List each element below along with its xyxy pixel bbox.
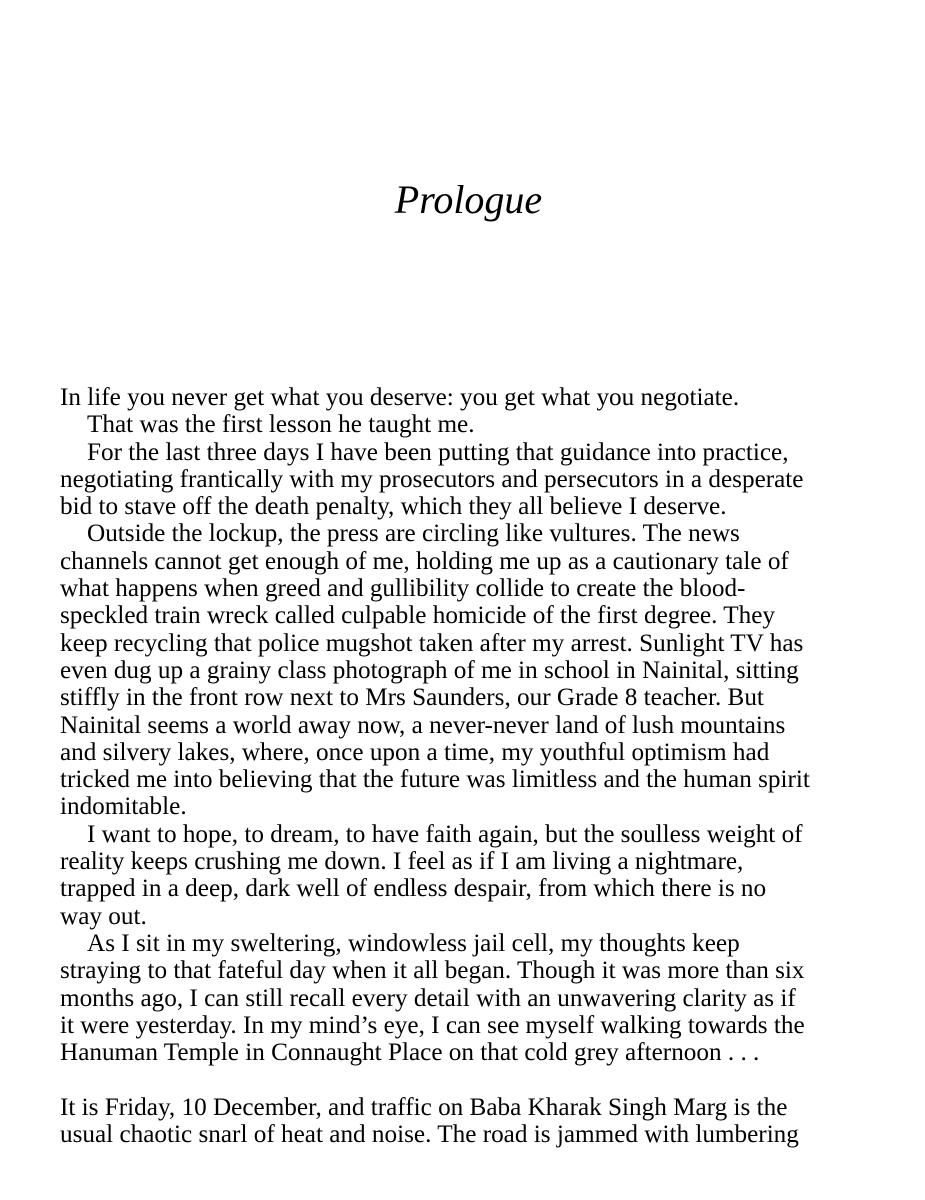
- body-text: [60, 384, 890, 1148]
- text-line: indomitable.: [60, 793, 187, 821]
- text-line: tricked me into believing that the future was limitless and the human spirit: [60, 766, 810, 794]
- section-break: [60, 1066, 890, 1093]
- paragraph-jail-cell: [60, 930, 890, 1066]
- text-line: channels cannot get enough of me, holding me up as a cautionary tale of: [60, 547, 789, 575]
- text-line: even dug up a grainy class photograph of me in school in Nainital, sitting: [60, 656, 799, 684]
- text-line: trapped in a deep, dark well of endless despair, from which there is no: [60, 875, 767, 903]
- text-line: stiffly in the front row next to Mrs Saunders, our Grade 8 teacher. But: [60, 684, 764, 712]
- text-line: it were yesterday. In my mind’s eye, I can see myself walking towards the: [60, 1011, 805, 1039]
- text-line: speckled train wreck called culpable homicide of the first degree. They: [60, 602, 775, 630]
- paragraph-hope: [60, 821, 890, 930]
- text-line: reality keeps crushing me down. I feel as if I am living a nightmare,: [60, 848, 744, 876]
- paragraph-press: [60, 520, 890, 820]
- paragraph-friday: [60, 1094, 890, 1149]
- text-line: I want to hope, to dream, to have faith again, but the soulless weight of: [87, 820, 803, 848]
- text-line: In life you never get what you deserve: you get what you negotiate.: [60, 384, 740, 411]
- text-line: and silvery lakes, where, once upon a time, my youthful optimism had: [60, 738, 770, 766]
- chapter-title: Prologue: [394, 177, 543, 222]
- text-line: months ago, I can still recall every detail with an unwavering clarity as if: [60, 984, 796, 1012]
- text-line: As I sit in my sweltering, windowless jail cell, my thoughts keep: [87, 929, 740, 957]
- text-line: That was the first lesson he taught me.: [87, 411, 475, 439]
- paragraph-first-lesson: [60, 411, 890, 438]
- text-line: usual chaotic snarl of heat and noise. The road is jammed with lumbering: [60, 1121, 799, 1149]
- text-line: what happens when greed and gullibility collide to create the blood-: [60, 575, 746, 603]
- text-line: Outside the lockup, the press are circling like vultures. The news: [87, 520, 740, 548]
- text-line: straying to that fateful day when it all began. Though it was more than six: [60, 957, 805, 985]
- text-line: Nainital seems a world away now, a never-never land of lush mountains: [60, 711, 786, 739]
- paragraph-negotiating: [60, 439, 890, 521]
- text-line: bid to stave off the death penalty, which they all believe I deserve.: [60, 493, 727, 521]
- paragraph-opening: [60, 384, 890, 411]
- text-line: For the last three days I have been putting that guidance into practice,: [87, 438, 789, 466]
- text-line: way out.: [60, 902, 147, 930]
- text-line: It is Friday, 10 December, and traffic on Baba Kharak Singh Marg is the: [60, 1093, 788, 1121]
- text-line: negotiating frantically with my prosecutors and persecutors in a desperate: [60, 465, 804, 493]
- text-line: Hanuman Temple in Connaught Place on that cold grey afternoon . . .: [60, 1039, 760, 1067]
- text-line: keep recycling that police mugshot taken after my arrest. Sunlight TV has: [60, 629, 804, 657]
